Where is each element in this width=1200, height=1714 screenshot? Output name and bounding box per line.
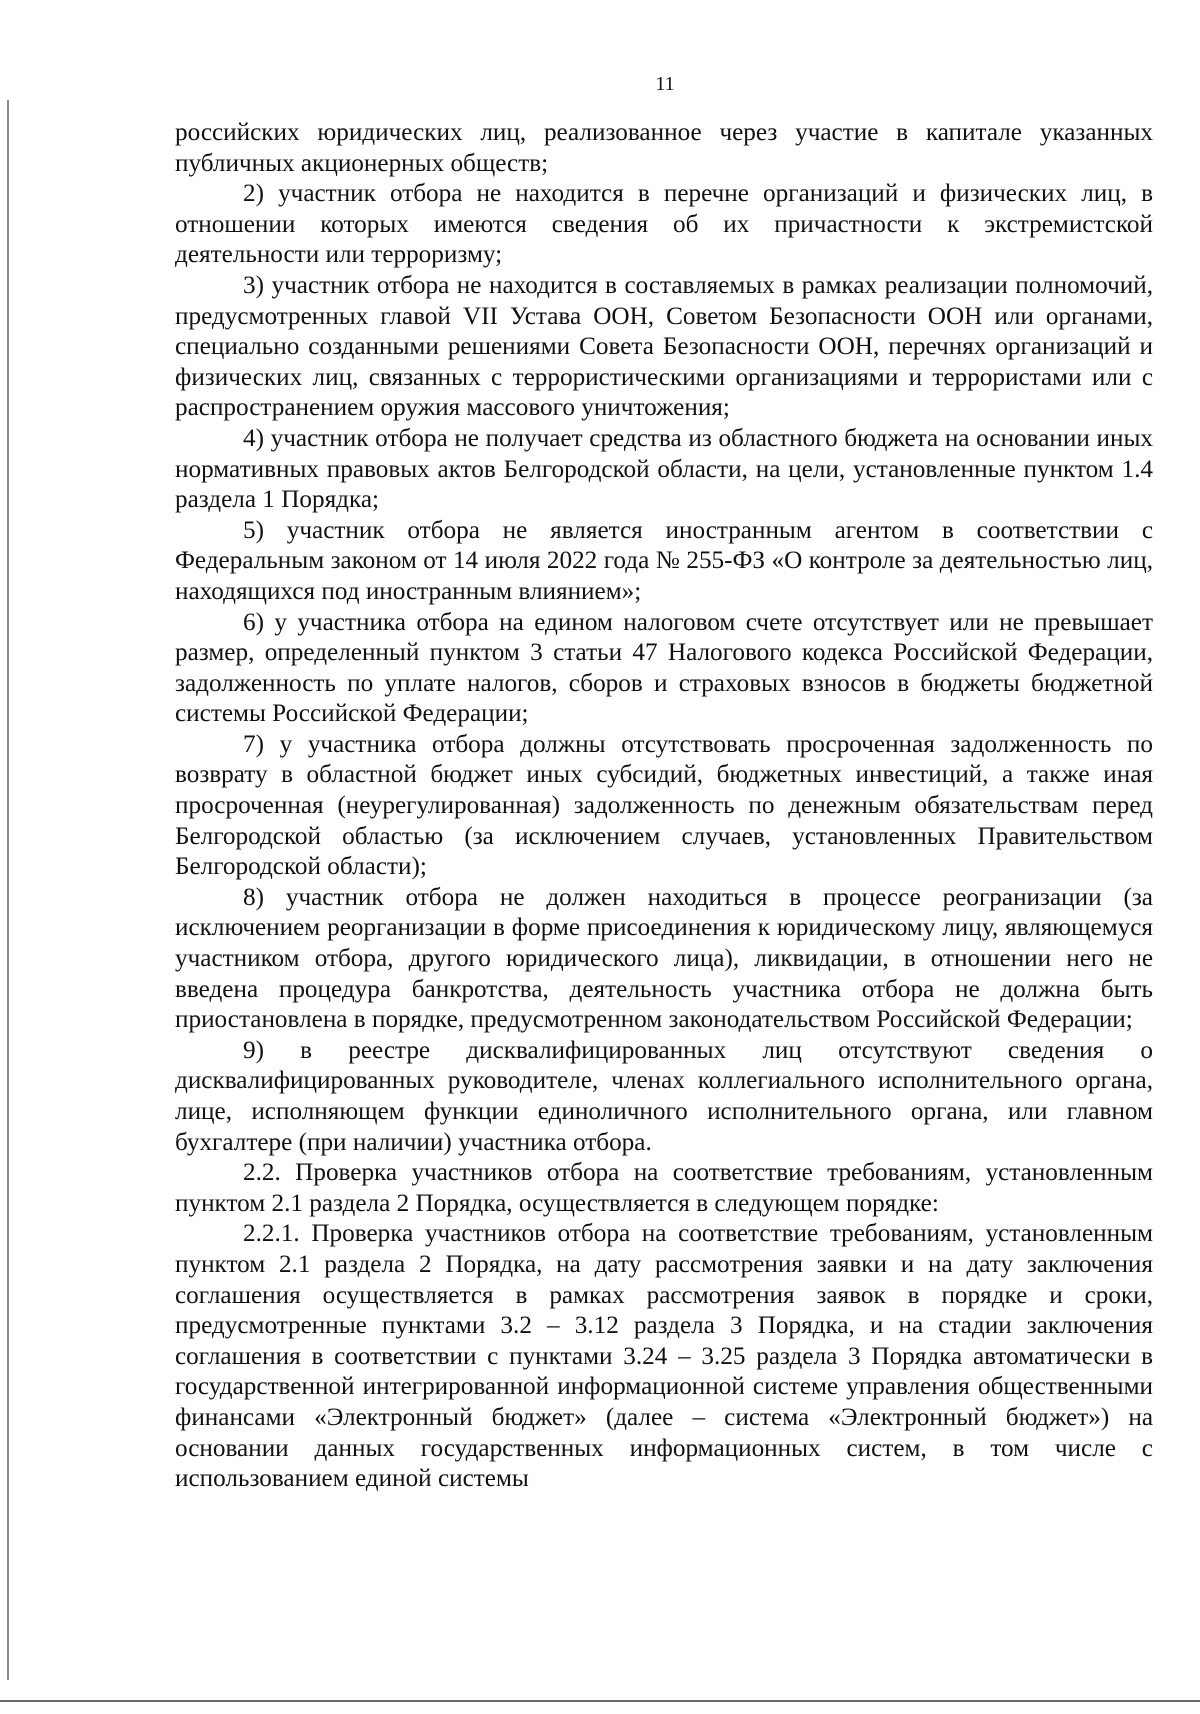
paragraph-item-7: 7) у участника отбора должны отсутствовать просроченная задолженность по возврату в областной бюджет иных субсидий, бюджетных инвестиций, а также иная просроченная (неурегулированная) задолженность по денежным обязательствам перед Белгородской областью (за исключением случаев, установленных Правительством Белгородской области); xyxy=(175,730,1153,881)
page-number: 11 xyxy=(655,73,675,95)
paragraph-item-9: 9) в реестре дисквалифицированных лиц отсутствуют сведения о дисквалифицированных руководителе, членах коллегиального исполнительного органа, лице, исполняющем функции единоличного исполнительного органа, или главном бухгалтере (при наличии) участника отбора. xyxy=(175,1036,1153,1156)
paragraph-item-2: 2) участник отбора не находится в перечне организаций и физических лиц, в отношении которых имеются сведения об их причастности к экстремистской деятельности или терроризму; xyxy=(175,180,1153,269)
paragraph-item-8: 8) участник отбора не должен находиться в процессе реогранизации (за исключением реорганизации в форме присоединения к юридическому лицу, являющемуся участником отбора, другого юридического лица), ликвидации, в отношении него не введена процедура банкротства, деятельность участника отбора не должна быть приостановлена в порядке, предусмотренном законодательством Российской Федерации; xyxy=(175,883,1153,1034)
document-body xyxy=(175,118,1153,1495)
paragraph-item-4: 4) участник отбора не получает средства из областного бюджета на основании иных нормативных правовых актов Белгородской области, на цели, установленные пунктом 1.4 раздела 1 Порядка; xyxy=(175,424,1153,514)
paragraph-item-5: 5) участник отбора не является иностранным агентом в соответствии с Федеральным законом от 14 июля 2022 года № 255-ФЗ «О контроле за деятельностью лиц, находящихся под иностранным влиянием»; xyxy=(175,516,1153,605)
paragraph-section-2-2: 2.2. Проверка участников отбора на соответствие требованиям, установленным пунктом 2.1 раздела 2 Порядка, осуществляется в следующем порядке: xyxy=(175,1159,1153,1217)
paragraph-item-3: 3) участник отбора не находится в составляемых в рамках реализации полномочий, предусмотренных главой VII Устава ООН, Советом Безопасности ООН или органами, специально созданными решениями Совета Безопасности ООН, перечнях организаций и физических лиц, связанных с террористическими организациями и террористами или с распространением оружия массового уничтожения; xyxy=(175,271,1153,422)
scan-bottom-line xyxy=(0,1700,1200,1702)
paragraph-section-2-2-1: 2.2.1. Проверка участников отбора на соответствие требованиям, установленным пунктом 2.1 раздела 2 Порядка, на дату рассмотрения заявки и на дату заключения соглашения осуществляется в рамках рассмотрения заявок в порядке и сроки, предусмотренные пунктами 3.2 – 3.12 раздела 3 Порядка, и на стадии заключения соглашения в соответствии с пунктами 3.24 – 3.25 раздела 3 Порядка автоматически в государственной интегрированной информационной системе управления общественными финансами «Электронный бюджет» (далее – система «Электронный бюджет») на основании данных государственных информационных систем, в том числе с использованием единой системы xyxy=(175,1220,1153,1493)
paragraph-item-6: 6) у участника отбора на едином налоговом счете отсутствует или не превышает размер, определенный пунктом 3 статьи 47 Налогового кодекса Российской Федерации, задолженность по уплате налогов, сборов и страховых взносов в бюджеты бюджетной системы Российской Федерации; xyxy=(175,608,1153,728)
scan-edge-mark xyxy=(7,100,9,1680)
paragraph-continuation: российских юридических лиц, реализованное через участие в капитале указанных публичных акционерных обществ; xyxy=(175,119,1153,177)
